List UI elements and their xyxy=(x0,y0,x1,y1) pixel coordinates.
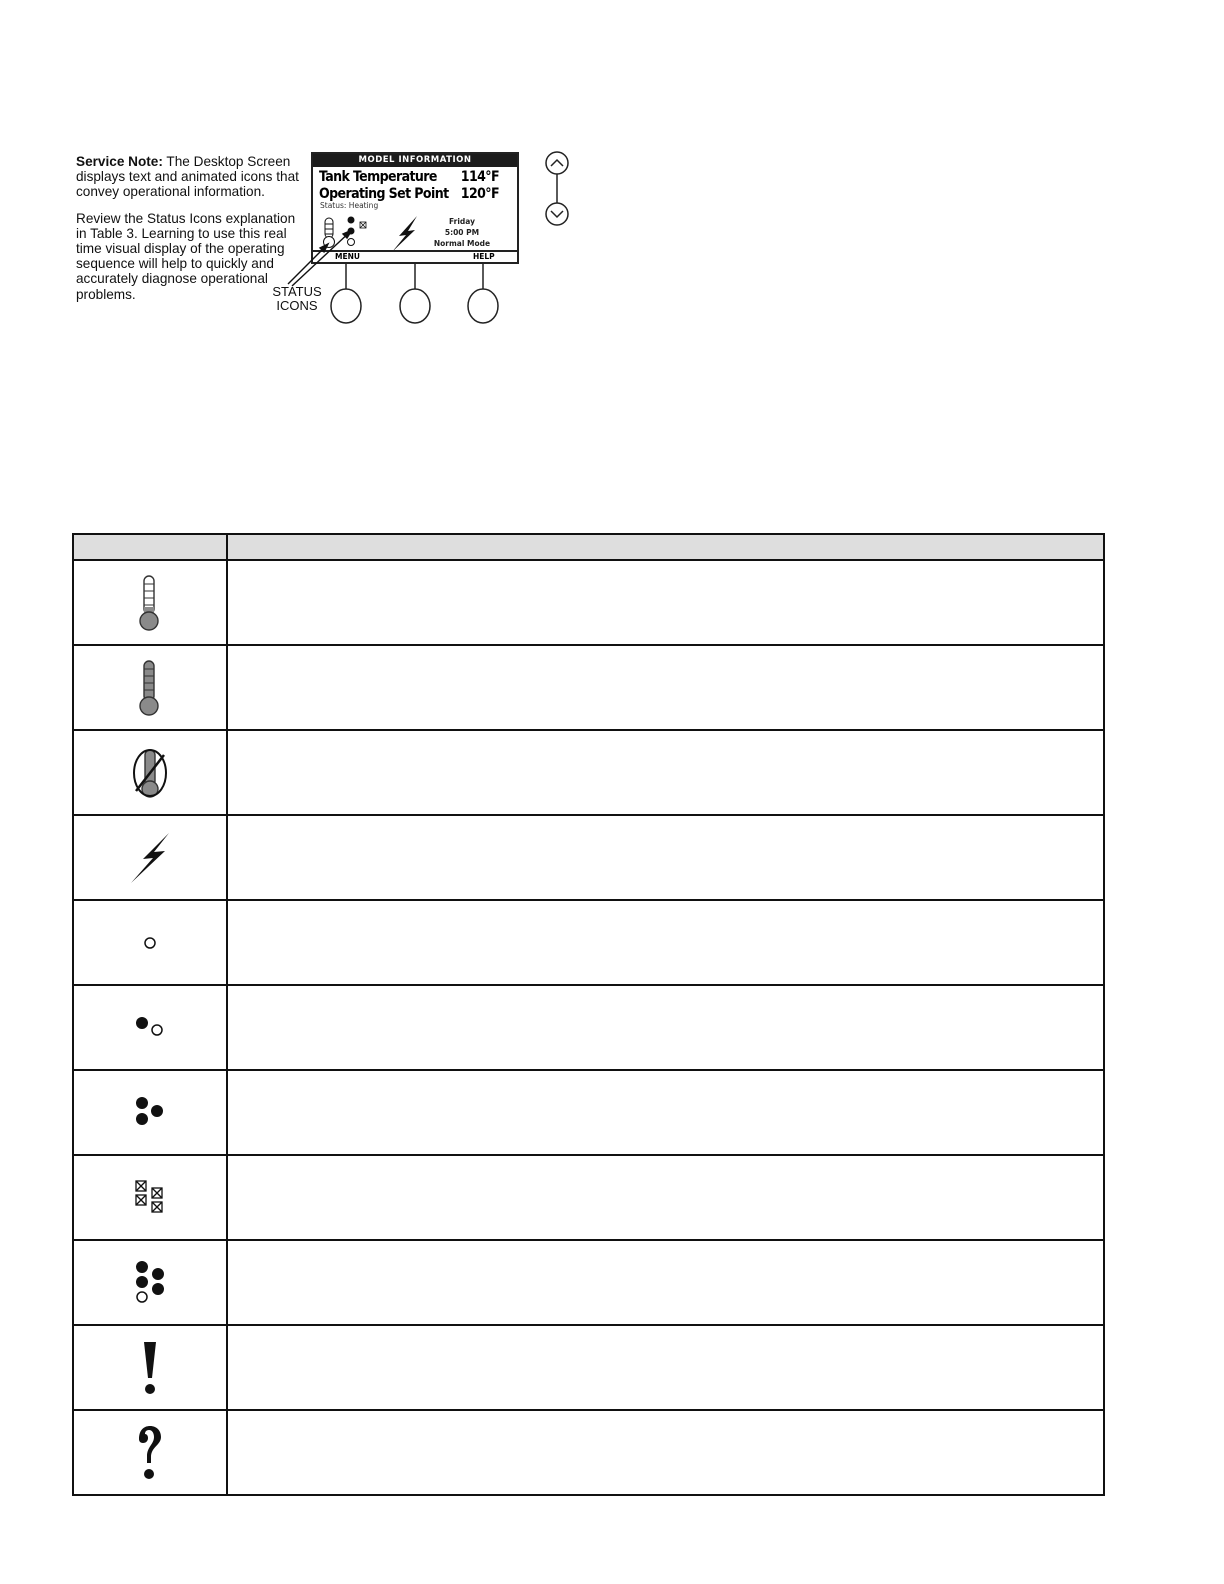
description-cell xyxy=(227,1070,1104,1155)
table-row xyxy=(73,645,1104,730)
tank-temperature-value: 114°F xyxy=(460,169,499,185)
thermometer-low-icon xyxy=(130,571,170,635)
exclamation-icon xyxy=(135,1338,165,1398)
help-softkey-button[interactable] xyxy=(468,264,498,323)
table-row xyxy=(73,1240,1104,1325)
question-mark-icon xyxy=(132,1423,168,1483)
five-dots-icon xyxy=(130,1258,170,1308)
status-label-line2: ICONS xyxy=(276,298,318,313)
table-row xyxy=(73,815,1104,900)
service-note-paragraph-2: Review the Status Icons explanation in Table 3. Learning to use this real time visual display of the operating sequence will help to quickly and accurately diagnose operational problems. xyxy=(76,210,296,302)
lightning-bolt-icon xyxy=(125,831,175,885)
thermometer-full-icon xyxy=(130,656,170,720)
table-header-description xyxy=(227,534,1104,560)
display-status: Status: Heating xyxy=(320,201,379,210)
description-cell xyxy=(227,560,1104,645)
description-cell xyxy=(227,1325,1104,1410)
up-arrow-button[interactable] xyxy=(546,152,568,174)
table-row xyxy=(73,560,1104,645)
help-label: HELP xyxy=(473,252,495,261)
description-cell xyxy=(227,1155,1104,1240)
single-empty-dot-icon xyxy=(138,931,162,955)
table-row xyxy=(73,985,1104,1070)
display-time: 5:00 PM xyxy=(444,228,480,237)
thermometer-crossed-icon xyxy=(128,741,172,805)
table-row xyxy=(73,1070,1104,1155)
status-icons-table xyxy=(72,533,1105,1496)
menu-label: MENU xyxy=(335,252,360,261)
menu-softkey-button[interactable] xyxy=(331,264,361,323)
description-cell xyxy=(227,985,1104,1070)
description-cell xyxy=(227,645,1104,730)
tank-temperature-label: Tank Temperature xyxy=(319,169,437,185)
table-row xyxy=(73,1155,1104,1240)
middle-softkey-button[interactable] xyxy=(400,264,430,323)
service-note-text: The Desktop Screen displays text and animated icons that convey operational information. xyxy=(76,154,299,200)
description-cell xyxy=(227,730,1104,815)
set-point-label: Operating Set Point xyxy=(319,186,449,202)
display-title: MODEL INFORMATION xyxy=(313,154,517,167)
table-row xyxy=(73,1410,1104,1495)
table-row xyxy=(73,730,1104,815)
service-note-heading: Service Note: xyxy=(76,154,163,169)
display-day: Friday xyxy=(448,217,475,226)
description-cell xyxy=(227,1240,1104,1325)
three-filled-dots-icon xyxy=(130,1093,170,1133)
description-cell xyxy=(227,900,1104,985)
description-cell xyxy=(227,815,1104,900)
dot-filled-and-empty-icon xyxy=(130,1012,170,1044)
status-icons-arrow-icon xyxy=(288,230,352,286)
table-row xyxy=(73,900,1104,985)
table-row xyxy=(73,1325,1104,1410)
description-cell xyxy=(227,1410,1104,1495)
table-header-row xyxy=(73,534,1104,560)
table-header-icon xyxy=(73,534,227,560)
status-icons-label xyxy=(262,285,332,313)
four-crossed-boxes-icon xyxy=(130,1178,170,1218)
set-point-value: 120°F xyxy=(460,186,499,202)
display-mode: Normal Mode xyxy=(433,239,491,248)
status-label-line1: STATUS xyxy=(272,284,322,299)
down-arrow-button[interactable] xyxy=(546,203,568,225)
